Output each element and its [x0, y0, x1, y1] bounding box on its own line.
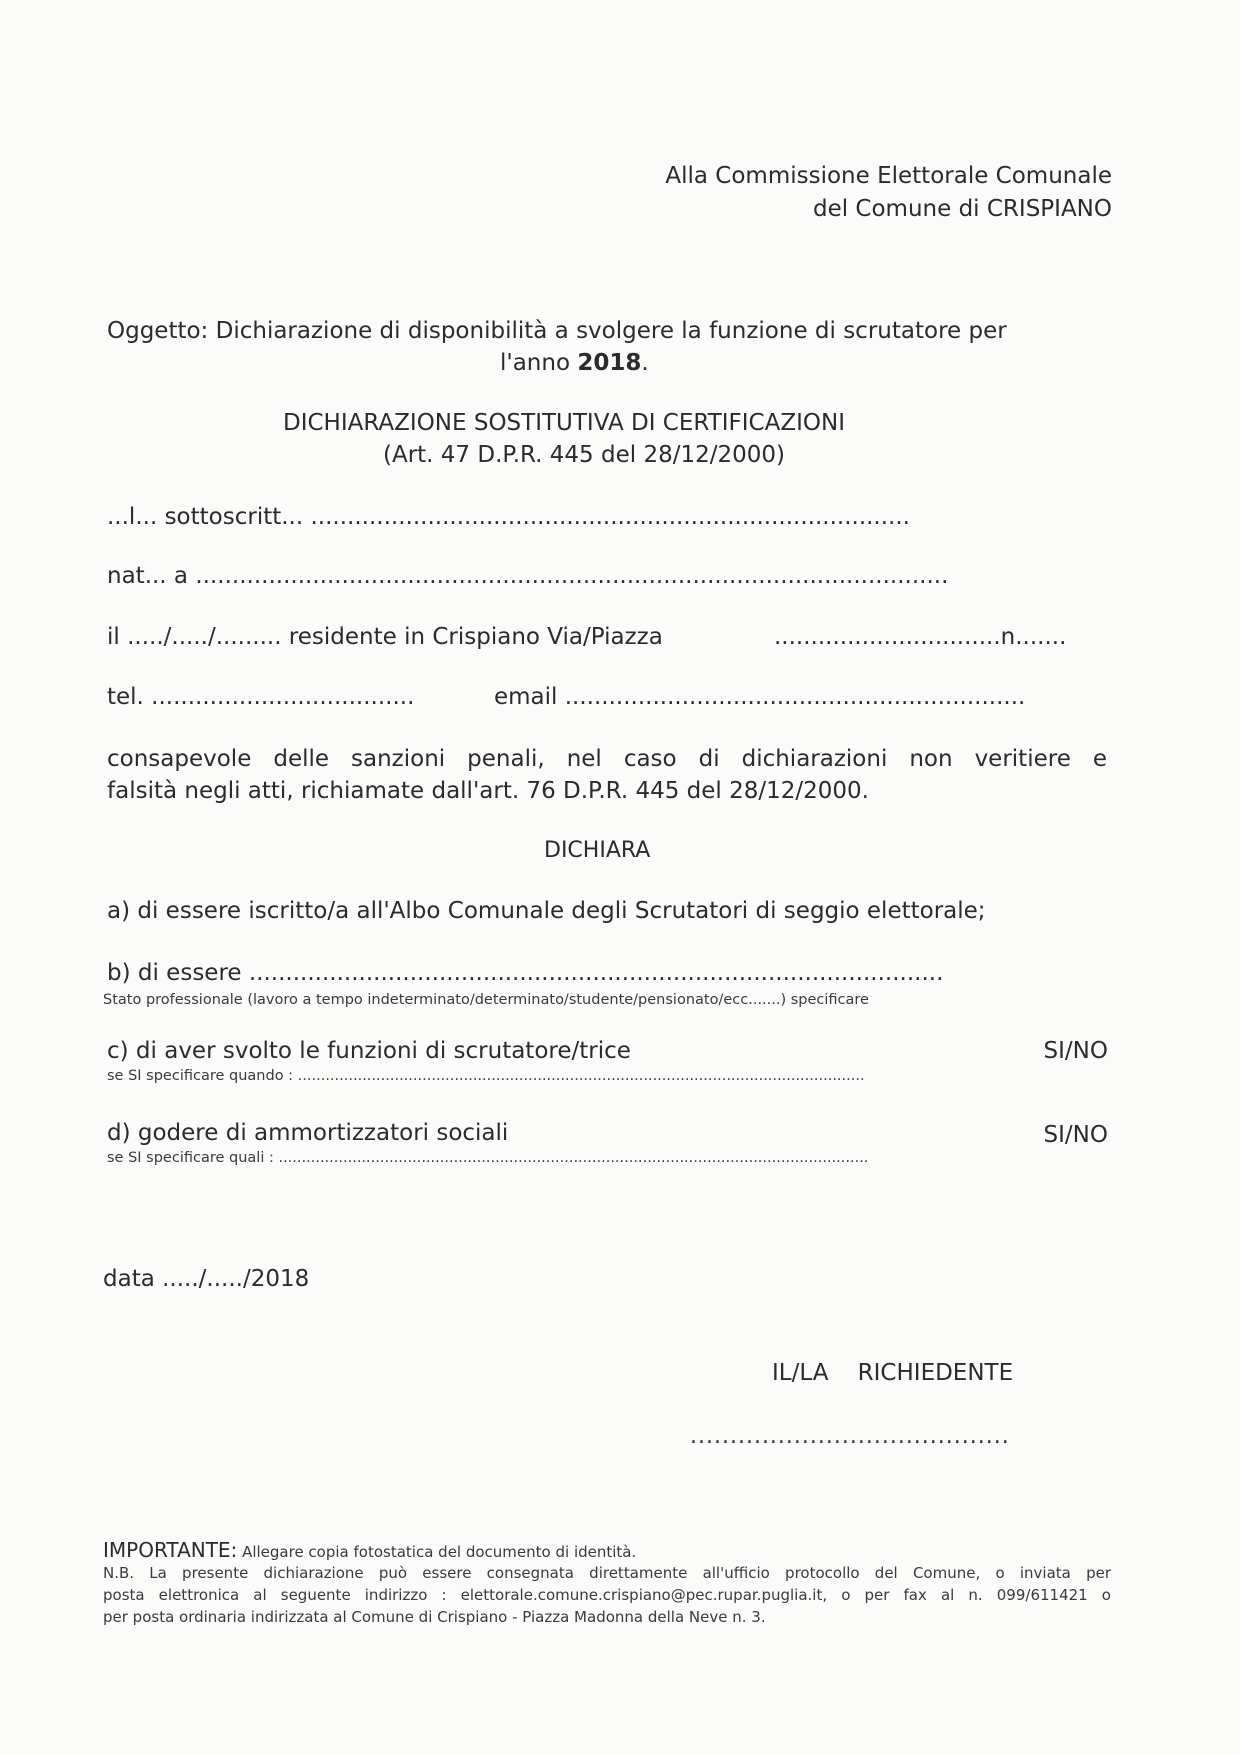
item-d-yes-no[interactable]: SI/NO [1043, 1122, 1108, 1148]
recipient-line-2: del Comune di CRISPIANO [812, 196, 1112, 222]
nb-line-3: per posta ordinaria indirizzata al Comune di Crispiano - Piazza Madonna della Neve n. 3. [103, 1608, 766, 1626]
birthdate-residence-label[interactable]: il ...../...../......... residente in Crispiano Via/Piazza [107, 624, 663, 650]
item-b-note: Stato professionale (lavoro a tempo indeterminato/determinato/studente/pensionato/ecc.......) specificare [103, 992, 869, 1008]
phone-field[interactable]: tel. .................................... [107, 684, 415, 710]
item-c-yes-no[interactable]: SI/NO [1043, 1038, 1108, 1064]
signature-label: IL/LA RICHIEDENTE [772, 1360, 1014, 1386]
signer-field[interactable]: ...l... sottoscritt... .................................................................................. [107, 504, 910, 530]
declaration-law-reference: (Art. 47 D.P.R. 445 del 28/12/2000) [383, 442, 785, 468]
awareness-line-1: consapevole delle sanzioni penali, nel caso di dichiarazioni non veritiere e [107, 746, 1107, 772]
recipient-line-1: Alla Commissione Elettorale Comunale [665, 163, 1112, 189]
item-c-when-field[interactable]: se SI specificare quando : ........................................................................................................................... [107, 1068, 865, 1084]
email-field[interactable]: email ............................................................... [494, 684, 1026, 710]
important-label: IMPORTANTE: [103, 1538, 238, 1562]
declaration-title: DICHIARAZIONE SOSTITUTIVA DI CERTIFICAZIONI [283, 410, 845, 436]
subject-year-prefix: l'anno [500, 350, 571, 376]
subject-line-1: Oggetto: Dichiarazione di disponibilità a svolgere la funzione di scrutatore per [107, 318, 1007, 344]
subject-year: 2018 [577, 350, 642, 376]
item-c-served-as-scrutineer: c) di aver svolto le funzioni di scrutatore/trice [107, 1038, 631, 1064]
subject-line-2 [500, 350, 649, 376]
nb-line-1: N.B. La presente dichiarazione può essere consegnata direttamente all'ufficio protocollo del Comune, o inviata per [103, 1564, 1111, 1582]
date-field[interactable]: data ...../...../2018 [103, 1266, 310, 1292]
subject-year-suffix: . [641, 350, 649, 376]
street-number-field[interactable]: ...............................n....... [774, 624, 1067, 650]
important-text: Allegare copia fotostatica del documento di identità. [237, 1543, 637, 1561]
nb-line-2: posta elettronica al seguente indirizzo : elettorale.comune.crispiano@pec.rupar.puglia.it, o per fax al n. 099/611421 o [103, 1586, 1111, 1604]
awareness-line-2: falsità negli atti, richiamate dall'art. 76 D.P.R. 445 del 28/12/2000. [107, 778, 869, 804]
birthplace-field[interactable]: nat... a ....................................................................................................... [107, 563, 949, 589]
item-a-registered: a) di essere iscritto/a all'Albo Comunale degli Scrutatori di seggio elettorale; [107, 898, 986, 924]
item-d-which-field[interactable]: se SI specificare quali : ................................................................................................................................ [107, 1150, 869, 1166]
item-d-social-safety-nets: d) godere di ammortizzatori sociali [107, 1120, 509, 1146]
item-b-employment-field[interactable]: b) di essere ............................................................................................... [107, 960, 944, 986]
declares-heading: DICHIARA [544, 838, 651, 863]
signature-line[interactable]: ........................................ [690, 1424, 1010, 1449]
important-note [103, 1538, 636, 1562]
